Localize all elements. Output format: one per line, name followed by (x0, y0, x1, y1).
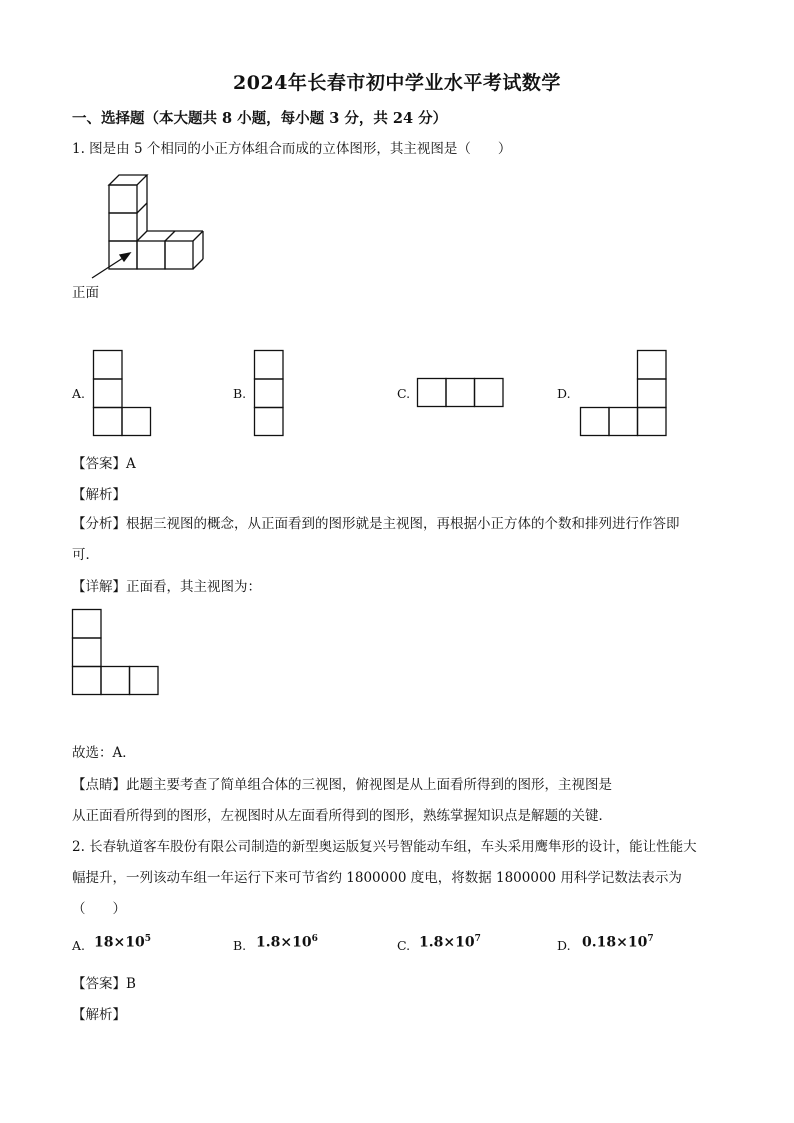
option-a-label: A. (72, 386, 86, 401)
option-b-figure[interactable] (254, 350, 286, 436)
page-title: 2024年长春市初中学业水平考试数学 (233, 72, 561, 94)
front-direction-label: 正面 (72, 285, 99, 301)
option-b-label: B. (233, 386, 247, 401)
q2-option-b-label: B. (233, 938, 247, 953)
q1-answer: 【答案】A (72, 456, 136, 472)
section-heading: 一、选择题（本大题共 8 小题，每小题 3 分，共 24 分） (72, 110, 448, 127)
option-a-figure[interactable] (93, 350, 153, 436)
q1-choose: 故选：A． (72, 745, 136, 761)
question-2-stem-line-2: 幅提升，一列该动车组一年运行下来可节省约 1800000 度电，将数据 1800000 用科学记数法表示为 (72, 870, 682, 886)
q2-option-b-value[interactable]: $1.8\times 10^6$ (256, 934, 318, 951)
solution-front-view-figure (72, 609, 162, 697)
q1-analysis-line-1: 【分析】根据三视图的概念，从正面看到的图形就是主视图，再根据小正方体的个数和排列进行作答即 (72, 516, 680, 532)
question-1-stem: 1. 图是由 5 个相同的小正方体组合而成的立体图形，其主视图是（ ） (72, 141, 512, 157)
option-c-figure[interactable] (417, 378, 505, 408)
q2-option-d-label: D. (557, 938, 571, 953)
q1-comment-line-2: 从正面看所得到的图形，左视图时从左面看所得到的图形，熟练掌握知识点是解题的关键． (72, 808, 612, 824)
q2-answer: 【答案】B (72, 976, 136, 992)
q2-option-c-value[interactable]: $1.8\times 10^7$ (419, 934, 481, 951)
q2-option-d-value[interactable]: $0.18\times 10^7$ (582, 934, 654, 951)
q2-option-a-value[interactable]: $18\times 10^5$ (94, 934, 151, 951)
q1-comment-line-1: 【点睛】此题主要考查了简单组合体的三视图，俯视图是从上面看所得到的图形，主视图是 (72, 777, 612, 793)
cube-solid-figure (100, 170, 220, 280)
question-2-stem-line-1: 2. 长春轨道客车股份有限公司制造的新型奥运版复兴号智能动车组，车头采用鹰隼形的设计，能让性能大 (72, 839, 697, 855)
option-d-label: D. (557, 386, 571, 401)
q1-analysis-line-2: 可． (72, 547, 99, 563)
question-2-stem-line-3: （ ） (72, 901, 126, 917)
option-d-figure[interactable] (580, 350, 668, 436)
q2-option-a-label: A. (72, 938, 86, 953)
option-c-label: C. (397, 386, 411, 401)
q1-detail: 【详解】正面看，其主视图为： (72, 579, 261, 595)
q2-option-c-label: C. (397, 938, 411, 953)
q2-analysis-tag: 【解析】 (72, 1007, 126, 1023)
q1-analysis-tag: 【解析】 (72, 487, 126, 503)
